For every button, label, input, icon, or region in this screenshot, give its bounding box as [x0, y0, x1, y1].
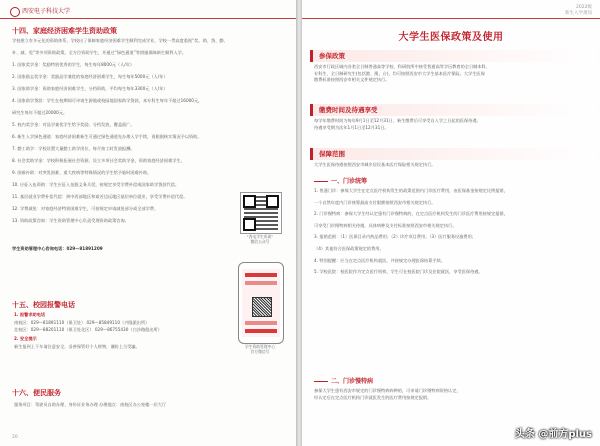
corner-line: 新生入学须知: [565, 11, 592, 16]
payment-line: 待遇享受期为次年1月1日至12月31日。: [314, 124, 389, 130]
alarm-phone-line: 南校区：029—81891110（保卫处） 029—85849110（兴隆派出所）: [14, 320, 150, 325]
outpatient-line: 1. 普通门诊：参保大学生在定点医疗机构发生的政策范围内门诊医疗费用，由医保基金按规定比例报销，: [314, 188, 508, 193]
section-15-subhead: 1. 报警求助电话: [14, 312, 46, 317]
outpatient-line: 一个自然年度内门诊统筹最高支付限额按照西安市相关规定执行。: [314, 199, 436, 205]
chronic-body: [314, 388, 592, 401]
enroll-line: 专科生、全日制研究生(包括港、澳、台)，均可按照西安市大学生基本医疗保险。大学生医保: [314, 70, 485, 76]
qr-code-wechat-aid: [240, 192, 282, 234]
section-14-contact: 学生资助管理中心咨询电话：029—81891209: [12, 246, 103, 251]
section-banner-payment: 缴费时间及待遇享受: [310, 104, 595, 116]
payment-line: 每学年缴费时间为每年9月1日至12月31日，新生缴费后可享受自入学之日起的医保待遇。: [314, 118, 481, 123]
corner-line: 2022级: [576, 5, 592, 10]
university-seal-icon: [10, 7, 20, 17]
outpatient-line: 2. 门诊慢特病：参保大学生经认定患有门诊慢特病的，在定点医疗机构发生的门诊医疗费用按规定报销，: [314, 211, 508, 217]
policy-line: 学校建立有多元化的资助体系，学校出了保障家庭经济困难学生顺利完成学业，学校一贯高度重视“奖、助、贷、勤、: [12, 38, 228, 43]
policy-line: 7. 勤工助学：学校设置大量勤工助学岗位，每月按工时发放报酬。: [12, 145, 135, 151]
outpatient-line: （4）其他符合医保政策规定的费用。: [314, 245, 384, 251]
university-logo: 西安电子科技大学: [10, 6, 70, 17]
enroll-policy-body: [314, 64, 592, 84]
section-15-subhead-2: 2. 安全提示: [14, 336, 37, 341]
policy-line: 12. 学费减免：对家庭经济特别困难学生，可按规定申请减免部分或全部学费。: [12, 205, 159, 211]
section-14-title: 十四、家庭经济困难学生资助政策: [12, 27, 117, 35]
subhead-chronic: 二、门诊慢特病: [314, 376, 373, 385]
chronic-line: 经认定后在定点医疗机构门诊就医发生的医疗费用按规定报销。: [314, 394, 432, 400]
phone-mockup: [238, 262, 284, 344]
header-rule: [0, 18, 296, 19]
outpatient-body: [314, 188, 592, 276]
policy-line: 1. 国家奖学金：奖励特别优秀的学生，每生每年8000元（人/年）: [12, 61, 135, 67]
policy-line: 11. 基层就业学费补偿代偿：到中西部地区和艰苦边远地区基层单位就业，享受学费补偿代偿。: [12, 193, 188, 199]
policy-line: 6. 新生入学绿色通道：家庭经济困难新生可通过绿色通道先办理入学手续，再根据核实情况予以资助。: [12, 133, 202, 139]
policy-line: 13. 资助政策咨询：学生资助管理中心负责受理资助政策咨询。: [12, 217, 129, 223]
section-16-body: 服务项目：驾驶员自助办理、身份证业务办理 办理地点：南校区办公室楼一层大厅: [14, 402, 167, 407]
header-corner-label: [565, 5, 592, 17]
enroll-line: 西安市行政区域内各类全日制普通高等学校、科研院所中接受普通高等学历教育的全日制本科、: [314, 64, 490, 69]
alarm-phone-line: 北校区：029—88201110（保卫处北区） 029—86755430（白沙路派出所）: [14, 326, 162, 332]
enroll-line: 缴费标准按照西安市相关文件规定执行。: [314, 77, 390, 83]
outpatient-line: 可享受门诊慢特病相关待遇，具体病种及支付标准按照西安市相关规定执行。: [314, 222, 457, 228]
section-banner-enroll: 参保政策: [310, 50, 595, 62]
policy-line: 9. 困难补助：对突发困难、重大疾病等特殊情况的学生给予临时困难补助。: [12, 169, 152, 175]
qr2-caption: 学生资助管理中心 官方微信号: [244, 344, 276, 354]
policy-line: 4. 国家助学贷款：学生在校期间可申请生源地或校园地国家助学贷款，本专科生每年不超过16000元，: [12, 97, 203, 103]
qr1-caption: “西电学生资助” 微信公众号: [246, 234, 274, 244]
outpatient-line: 5. 学校医院：校医院作为定点医疗机构，学生可在校医院门诊及住院就医，享受医保待遇。: [314, 269, 483, 275]
outpatient-line: 4. 特别提醒：应当在定点医疗机构就医，并按规定办理医保结算手续。: [314, 257, 445, 263]
policy-line: 10. 应征入伍资助：学生应征入伍服义务兵役，按规定享受学费补偿或国家助学贷款代偿。: [12, 181, 180, 187]
page-title: 大学生医保政策及使用: [398, 32, 504, 43]
policy-line: 8. 社会奖助学金：学校积极拓展社会资源，设立多项社会奖助学金，资助家庭经济困难学生。: [12, 157, 185, 163]
policy-line: 3. 国家助学金：资助家庭经济困难学生，分档资助，平均每生每年3300元（人/年）: [12, 85, 168, 91]
policy-line: 研究生每年不超过20000元。: [12, 109, 68, 115]
payment-body: [314, 118, 592, 131]
chronic-line: 参保大学生患有西安市规定的门诊慢特病病种的，可申请门诊慢特病资格认定，: [314, 388, 461, 393]
subhead-outpatient: 一、门诊统筹: [314, 176, 367, 185]
header-rule-right: [302, 18, 600, 19]
right-page: [302, 0, 600, 446]
section-15-tip: 新生报到上下车请注意安全，妥善保管好个人财物，谨防上当受骗。: [14, 344, 140, 349]
policy-line: 补、减、免”等多项资助政策，全方位资助学生，并通过“绿色通道”等措施保障新生顺利入学。: [12, 49, 187, 55]
section-16-title: 十六、便民服务: [12, 389, 61, 397]
page-number-left: 20: [12, 435, 18, 440]
section-15-body: [14, 320, 234, 333]
section-banner-coverage: 保障范围: [310, 148, 595, 160]
policy-line: 2. 国家励志奖学金：奖励品学兼优的家庭经济困难学生，每生每年5000元（人/年）: [12, 73, 168, 79]
watermark: 头条 @前方plus: [514, 429, 592, 440]
coverage-line: 大学生医保待遇按照西安市城乡居民基本医疗保险相关规定执行。: [314, 162, 436, 167]
left-page: [0, 0, 296, 446]
policy-line: 5. 校内奖学金：对品学兼优学生给予奖励，分档发放，覆盖面广。: [12, 121, 135, 127]
coverage-body: [314, 162, 592, 169]
phone-qr-icon: [252, 297, 272, 317]
outpatient-line: 3. 报销范围：（1）医保目录内药品费用；（2）诊疗项目费用；（3）医疗服务设施费用；: [314, 234, 476, 240]
section-15-title: 十五、校园报警电话: [12, 301, 75, 309]
